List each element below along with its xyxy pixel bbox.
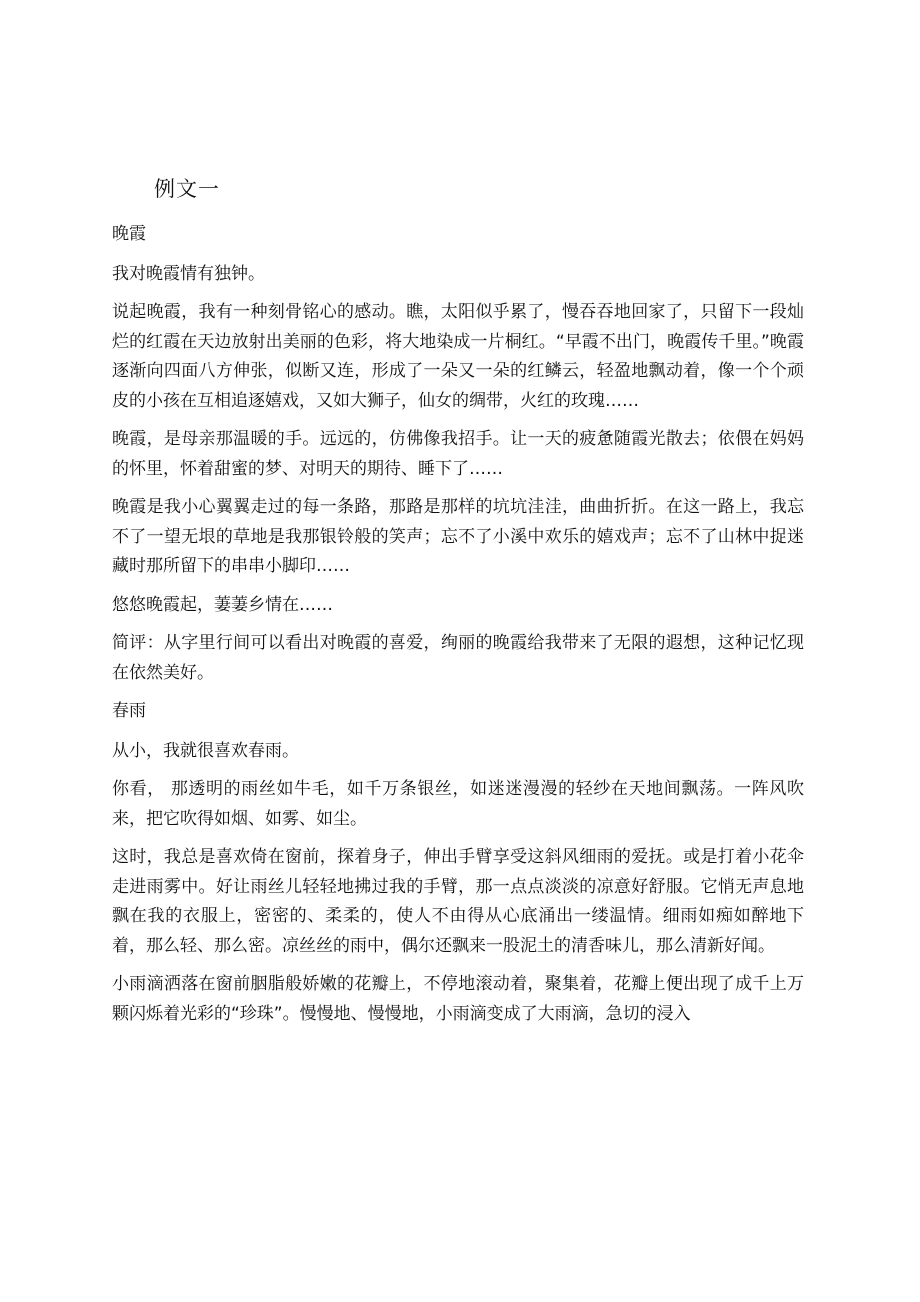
paragraph: 这时，我总是喜欢倚在窗前，探着身子，伸出手臂享受这斜风细雨的爱抚。或是打着小花伞走进雨雾中。好让雨丝儿轻轻地拂过我的手臂，那一点点淡淡的凉意好舒服。它悄无声息地飘在我的衣服上，密密的、柔柔的，使人不由得从心底涌出一缕温情。细雨如痴如醉地下着，那么轻、那么密。凉丝丝的雨中，偶尔还飘来一股泥土的清香味儿，那么清新好闻。 bbox=[112, 847, 804, 956]
paragraph: 说起晚霞，我有一种刻骨铭心的感动。瞧，太阳似乎累了，慢吞吞地回家了，只留下一段灿烂的红霞在天边放射出美丽的色彩，将大地染成一片桐红。“早霞不出门，晚霞传千里。”晚霞逐渐向四面八方伸张，似断又连，形成了一朵又一朵的红鳞云，轻盈地飘动着，像一个个顽皮的小孩在互相追逐嬉戏，又如大狮子，仙女的绸带，火红的玫瑰…… bbox=[112, 302, 804, 411]
paragraph: 从小，我就很喜欢春雨。 bbox=[112, 740, 299, 761]
paragraph: 晚霞，是母亲那温暖的手。远远的，仿佛像我招手。让一天的疲惫随霞光散去；依偎在妈妈的怀里，怀着甜蜜的梦、对明天的期待、睡下了…… bbox=[112, 429, 804, 479]
paragraph: 我对晚霞情有独钟。 bbox=[112, 263, 265, 284]
essay-title-spring-rain: 春雨 bbox=[112, 701, 146, 721]
paragraph: 小雨滴洒落在窗前胭脂般娇嫩的花瓣上，不停地滚动着，聚集着，花瓣上便出现了成千上万颗闪烁着光彩的“珍珠”。慢慢地、慢慢地，小雨滴变成了大雨滴，急切的浸入 bbox=[112, 974, 804, 1024]
document-title: 例文一 bbox=[154, 177, 220, 201]
comment-paragraph: 简评：从字里行间可以看出对晚霞的喜爱，绚丽的晚霞给我带来了无限的遐想，这种记忆现在依然美好。 bbox=[112, 633, 804, 683]
paragraph: 悠悠晚霞起，萋萋乡情在…… bbox=[112, 594, 333, 615]
document-body bbox=[112, 174, 804, 1038]
paragraph: 晚霞是我小心翼翼走过的每一条路，那路是那样的坑坑洼洼，曲曲折折。在这一路上，我忘不了一望无垠的草地是我那银铃般的笑声；忘不了小溪中欢乐的嬉戏声；忘不了山林中捉迷藏时那所留下的串串小脚印…… bbox=[112, 497, 804, 576]
paragraph: 你看， 那透明的雨丝如牛毛，如千万条银丝，如迷迷漫漫的轻纱在天地间飘荡。一阵风吹来，把它吹得如烟、如雾、如尘。 bbox=[112, 779, 804, 829]
essay-title-evening-glow: 晚霞 bbox=[112, 224, 146, 244]
